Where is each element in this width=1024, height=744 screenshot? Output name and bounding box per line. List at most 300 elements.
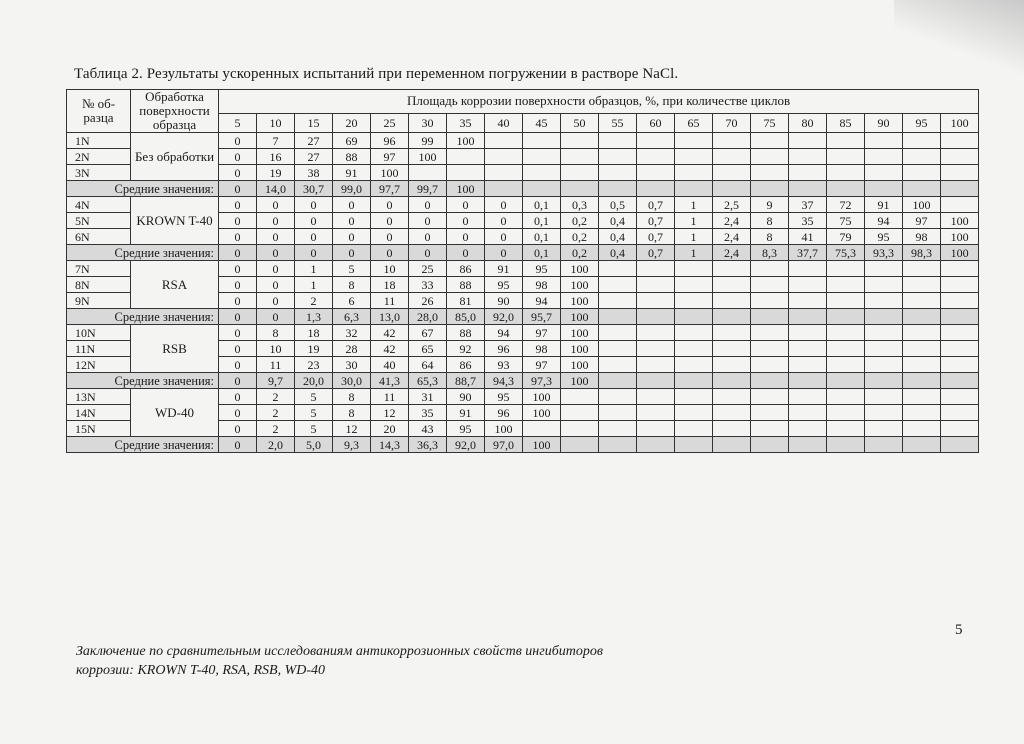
average-value-cell: 5,0 [295, 437, 333, 453]
value-cell: 26 [409, 293, 447, 309]
value-cell [941, 165, 979, 181]
value-cell: 5 [295, 389, 333, 405]
sample-id-cell: 8N [67, 277, 131, 293]
value-cell: 10 [371, 261, 409, 277]
average-value-cell: 0 [371, 245, 409, 261]
cycle-header: 60 [637, 113, 675, 132]
value-cell [789, 165, 827, 181]
sample-id-cell: 4N [67, 197, 131, 213]
value-cell [637, 341, 675, 357]
value-cell: 93 [485, 357, 523, 373]
sample-id-cell: 6N [67, 229, 131, 245]
average-value-cell: 100 [941, 245, 979, 261]
average-value-cell [789, 437, 827, 453]
page-corner-shadow [894, 0, 1024, 80]
value-cell [675, 421, 713, 437]
average-value-cell: 9,7 [257, 373, 295, 389]
footer-line-1: Заключение по сравнительным исследованиям антикоррозионных свойств ингибиторов [76, 644, 603, 659]
value-cell: 100 [941, 213, 979, 229]
average-value-cell [637, 437, 675, 453]
value-cell: 90 [447, 389, 485, 405]
average-value-cell [599, 437, 637, 453]
value-cell [827, 421, 865, 437]
results-table-body [67, 133, 979, 453]
value-cell [865, 277, 903, 293]
value-cell: 67 [409, 325, 447, 341]
value-cell [941, 389, 979, 405]
average-value-cell [865, 437, 903, 453]
cycle-header: 25 [371, 113, 409, 132]
value-cell: 2 [257, 389, 295, 405]
value-cell: 0 [447, 197, 485, 213]
value-cell [675, 389, 713, 405]
value-cell: 100 [561, 261, 599, 277]
value-cell: 0 [485, 213, 523, 229]
value-cell: 0,4 [599, 229, 637, 245]
value-cell: 0 [219, 389, 257, 405]
value-cell [713, 149, 751, 165]
value-cell [865, 261, 903, 277]
value-cell [599, 357, 637, 373]
value-cell: 2,4 [713, 213, 751, 229]
value-cell: 100 [561, 293, 599, 309]
value-cell: 12 [371, 405, 409, 421]
average-value-cell: 0 [219, 245, 257, 261]
value-cell: 0 [219, 293, 257, 309]
average-row [67, 245, 979, 261]
value-cell [903, 149, 941, 165]
average-value-cell: 0 [409, 245, 447, 261]
value-cell [789, 261, 827, 277]
value-cell: 91 [865, 197, 903, 213]
value-cell: 5 [295, 405, 333, 421]
sample-id-cell: 2N [67, 149, 131, 165]
value-cell [713, 421, 751, 437]
value-cell: 0 [219, 133, 257, 149]
value-cell: 0 [371, 213, 409, 229]
value-cell: 81 [447, 293, 485, 309]
average-value-cell [751, 373, 789, 389]
value-cell [751, 325, 789, 341]
average-value-cell: 97,0 [485, 437, 523, 453]
sample-id-cell: 9N [67, 293, 131, 309]
average-value-cell [713, 373, 751, 389]
value-cell: 94 [523, 293, 561, 309]
value-cell: 7 [257, 133, 295, 149]
average-row [67, 373, 979, 389]
value-cell [485, 149, 523, 165]
average-value-cell: 0 [295, 245, 333, 261]
sample-id-cell: 5N [67, 213, 131, 229]
average-value-cell [751, 437, 789, 453]
value-cell: 33 [409, 277, 447, 293]
average-value-cell: 0 [219, 437, 257, 453]
value-cell: 0 [219, 341, 257, 357]
value-cell [903, 165, 941, 181]
average-value-cell: 75,3 [827, 245, 865, 261]
value-cell: 0 [257, 293, 295, 309]
header-row-top [67, 90, 979, 114]
value-cell: 0,1 [523, 213, 561, 229]
average-value-cell: 28,0 [409, 309, 447, 325]
value-cell: 8 [751, 229, 789, 245]
value-cell [827, 261, 865, 277]
sample-column-header: № об-разца [67, 90, 131, 133]
value-cell: 0,2 [561, 229, 599, 245]
value-cell [865, 149, 903, 165]
average-row [67, 309, 979, 325]
value-cell [713, 325, 751, 341]
average-label: Средние значения: [67, 309, 219, 325]
value-cell: 0 [219, 405, 257, 421]
value-cell: 9 [751, 197, 789, 213]
value-cell [751, 405, 789, 421]
average-value-cell [599, 309, 637, 325]
value-cell: 100 [523, 389, 561, 405]
value-cell: 41 [789, 229, 827, 245]
value-cell [865, 293, 903, 309]
average-value-cell [865, 373, 903, 389]
average-value-cell [675, 373, 713, 389]
value-cell [941, 421, 979, 437]
value-cell: 0,3 [561, 197, 599, 213]
value-cell: 0 [409, 197, 447, 213]
value-cell: 69 [333, 133, 371, 149]
average-value-cell [751, 309, 789, 325]
value-cell: 1 [295, 277, 333, 293]
value-cell: 35 [409, 405, 447, 421]
value-cell: 100 [523, 405, 561, 421]
value-cell: 27 [295, 133, 333, 149]
value-cell [675, 149, 713, 165]
value-cell [941, 325, 979, 341]
value-cell: 0 [219, 149, 257, 165]
average-value-cell [941, 437, 979, 453]
average-label: Средние значения: [67, 245, 219, 261]
average-value-cell: 14,0 [257, 181, 295, 197]
value-cell: 86 [447, 357, 485, 373]
value-cell [599, 133, 637, 149]
value-cell: 8 [751, 213, 789, 229]
sample-id-cell: 14N [67, 405, 131, 421]
value-cell [751, 341, 789, 357]
average-value-cell: 100 [561, 373, 599, 389]
average-value-cell [637, 181, 675, 197]
value-cell [523, 421, 561, 437]
value-cell [637, 165, 675, 181]
table-row [67, 197, 979, 213]
cycle-header: 45 [523, 113, 561, 132]
value-cell [599, 325, 637, 341]
value-cell [599, 293, 637, 309]
value-cell: 98 [903, 229, 941, 245]
value-cell [751, 261, 789, 277]
value-cell [637, 149, 675, 165]
value-cell [599, 261, 637, 277]
value-cell [561, 421, 599, 437]
value-cell [865, 405, 903, 421]
average-value-cell [713, 309, 751, 325]
average-value-cell: 0 [219, 309, 257, 325]
value-cell: 43 [409, 421, 447, 437]
value-cell [903, 277, 941, 293]
value-cell: 0 [447, 213, 485, 229]
value-cell: 18 [371, 277, 409, 293]
average-value-cell: 0 [257, 245, 295, 261]
value-cell: 100 [941, 229, 979, 245]
value-cell: 100 [447, 133, 485, 149]
cycle-header: 100 [941, 113, 979, 132]
value-cell: 19 [295, 341, 333, 357]
average-value-cell: 1,3 [295, 309, 333, 325]
sample-id-cell: 11N [67, 341, 131, 357]
value-cell [675, 293, 713, 309]
value-cell: 40 [371, 357, 409, 373]
value-cell [637, 261, 675, 277]
value-cell [523, 133, 561, 149]
value-cell [713, 341, 751, 357]
value-cell: 91 [485, 261, 523, 277]
average-value-cell [903, 309, 941, 325]
value-cell [599, 405, 637, 421]
value-cell: 0,4 [599, 213, 637, 229]
value-cell [599, 389, 637, 405]
average-value-cell: 20,0 [295, 373, 333, 389]
cycle-header: 10 [257, 113, 295, 132]
value-cell: 88 [447, 277, 485, 293]
value-cell [409, 165, 447, 181]
average-value-cell: 97,3 [523, 373, 561, 389]
value-cell: 100 [561, 341, 599, 357]
average-value-cell: 0 [333, 245, 371, 261]
average-value-cell: 2,4 [713, 245, 751, 261]
value-cell [675, 405, 713, 421]
value-cell [713, 261, 751, 277]
sample-id-cell: 13N [67, 389, 131, 405]
value-cell: 98 [523, 277, 561, 293]
value-cell: 0 [333, 213, 371, 229]
value-cell: 0 [409, 213, 447, 229]
cycle-header: 40 [485, 113, 523, 132]
value-cell: 95 [447, 421, 485, 437]
value-cell [941, 277, 979, 293]
average-value-cell [865, 181, 903, 197]
value-cell [865, 357, 903, 373]
value-cell [599, 341, 637, 357]
average-value-cell [599, 373, 637, 389]
value-cell: 96 [371, 133, 409, 149]
value-cell [827, 277, 865, 293]
average-value-cell [561, 437, 599, 453]
value-cell [599, 165, 637, 181]
value-cell: 100 [409, 149, 447, 165]
average-value-cell: 0 [447, 245, 485, 261]
value-cell: 97 [903, 213, 941, 229]
cycle-header: 90 [865, 113, 903, 132]
value-cell [523, 149, 561, 165]
average-value-cell: 88,7 [447, 373, 485, 389]
value-cell [941, 293, 979, 309]
value-cell [637, 293, 675, 309]
value-cell [561, 149, 599, 165]
value-cell [751, 165, 789, 181]
average-value-cell: 100 [523, 437, 561, 453]
treatment-cell: WD-40 [131, 389, 219, 437]
value-cell: 25 [409, 261, 447, 277]
value-cell: 0 [257, 197, 295, 213]
value-cell [561, 165, 599, 181]
value-cell [789, 325, 827, 341]
value-cell [827, 165, 865, 181]
value-cell [675, 133, 713, 149]
value-cell: 0 [219, 261, 257, 277]
value-cell: 90 [485, 293, 523, 309]
value-cell: 0,2 [561, 213, 599, 229]
value-cell: 95 [523, 261, 561, 277]
value-cell: 8 [333, 389, 371, 405]
results-table-container [66, 89, 972, 453]
value-cell [675, 357, 713, 373]
value-cell [789, 133, 827, 149]
average-value-cell: 93,3 [865, 245, 903, 261]
value-cell: 8 [257, 325, 295, 341]
value-cell [941, 405, 979, 421]
table-row [67, 133, 979, 149]
average-value-cell: 1 [675, 245, 713, 261]
cycle-header: 80 [789, 113, 827, 132]
value-cell: 100 [561, 277, 599, 293]
value-cell [941, 357, 979, 373]
cycle-header: 70 [713, 113, 751, 132]
value-cell [713, 293, 751, 309]
value-cell [751, 421, 789, 437]
value-cell: 97 [371, 149, 409, 165]
value-cell: 1 [675, 197, 713, 213]
average-value-cell [903, 373, 941, 389]
value-cell: 2 [295, 293, 333, 309]
average-value-cell: 36,3 [409, 437, 447, 453]
value-cell: 2,5 [713, 197, 751, 213]
value-cell: 0 [257, 213, 295, 229]
average-value-cell: 14,3 [371, 437, 409, 453]
value-cell [675, 341, 713, 357]
average-value-cell [713, 437, 751, 453]
value-cell: 38 [295, 165, 333, 181]
value-cell [903, 133, 941, 149]
average-value-cell: 0,2 [561, 245, 599, 261]
value-cell [827, 149, 865, 165]
average-value-cell: 0 [219, 181, 257, 197]
value-cell: 0 [295, 197, 333, 213]
value-cell [941, 261, 979, 277]
average-value-cell [789, 373, 827, 389]
average-value-cell: 92,0 [485, 309, 523, 325]
average-value-cell: 9,3 [333, 437, 371, 453]
value-cell: 0 [219, 421, 257, 437]
average-value-cell [903, 181, 941, 197]
cycle-header: 65 [675, 113, 713, 132]
value-cell: 0 [257, 229, 295, 245]
value-cell: 28 [333, 341, 371, 357]
value-cell [485, 165, 523, 181]
average-value-cell: 30,0 [333, 373, 371, 389]
value-cell: 0 [257, 277, 295, 293]
value-cell [637, 277, 675, 293]
value-cell: 42 [371, 341, 409, 357]
value-cell: 11 [371, 389, 409, 405]
value-cell [561, 133, 599, 149]
value-cell [903, 293, 941, 309]
value-cell [789, 293, 827, 309]
value-cell [903, 261, 941, 277]
average-value-cell: 0 [219, 373, 257, 389]
average-value-cell: 41,3 [371, 373, 409, 389]
value-cell: 0,7 [637, 197, 675, 213]
footer-line-2: коррозии: KROWN T-40, RSA, RSB, WD-40 [76, 663, 326, 678]
value-cell [827, 293, 865, 309]
average-value-cell: 65,3 [409, 373, 447, 389]
average-value-cell [789, 309, 827, 325]
value-cell: 65 [409, 341, 447, 357]
value-cell: 35 [789, 213, 827, 229]
value-cell: 2 [257, 405, 295, 421]
value-cell [827, 389, 865, 405]
value-cell: 30 [333, 357, 371, 373]
sample-id-cell: 15N [67, 421, 131, 437]
value-cell: 91 [447, 405, 485, 421]
value-cell: 32 [333, 325, 371, 341]
area-column-header: Площадь коррозии поверхности образцов, %, при количестве циклов [219, 90, 979, 114]
average-value-cell: 2,0 [257, 437, 295, 453]
value-cell: 0 [219, 165, 257, 181]
average-value-cell: 30,7 [295, 181, 333, 197]
value-cell [637, 421, 675, 437]
value-cell: 0 [219, 197, 257, 213]
value-cell [675, 165, 713, 181]
sample-id-cell: 1N [67, 133, 131, 149]
average-label: Средние значения: [67, 373, 219, 389]
page-number: 5 [955, 622, 963, 638]
value-cell: 0 [409, 229, 447, 245]
value-cell [637, 325, 675, 341]
average-value-cell: 0 [485, 245, 523, 261]
value-cell: 1 [295, 261, 333, 277]
table-caption: Таблица 2. Результаты ускоренных испытаний при переменном погружении в растворе NaCl. [74, 66, 679, 82]
value-cell: 16 [257, 149, 295, 165]
average-value-cell [713, 181, 751, 197]
average-value-cell: 0,7 [637, 245, 675, 261]
value-cell [827, 133, 865, 149]
average-value-cell [599, 181, 637, 197]
value-cell: 23 [295, 357, 333, 373]
value-cell [751, 357, 789, 373]
average-value-cell: 0 [257, 309, 295, 325]
value-cell [827, 341, 865, 357]
treatment-cell: KROWN T-40 [131, 197, 219, 245]
value-cell: 0 [371, 229, 409, 245]
value-cell: 72 [827, 197, 865, 213]
value-cell: 6 [333, 293, 371, 309]
value-cell: 18 [295, 325, 333, 341]
value-cell [713, 357, 751, 373]
value-cell [941, 133, 979, 149]
value-cell [865, 421, 903, 437]
average-value-cell: 100 [447, 181, 485, 197]
value-cell [903, 421, 941, 437]
average-value-cell [827, 437, 865, 453]
value-cell [637, 405, 675, 421]
value-cell: 100 [485, 421, 523, 437]
